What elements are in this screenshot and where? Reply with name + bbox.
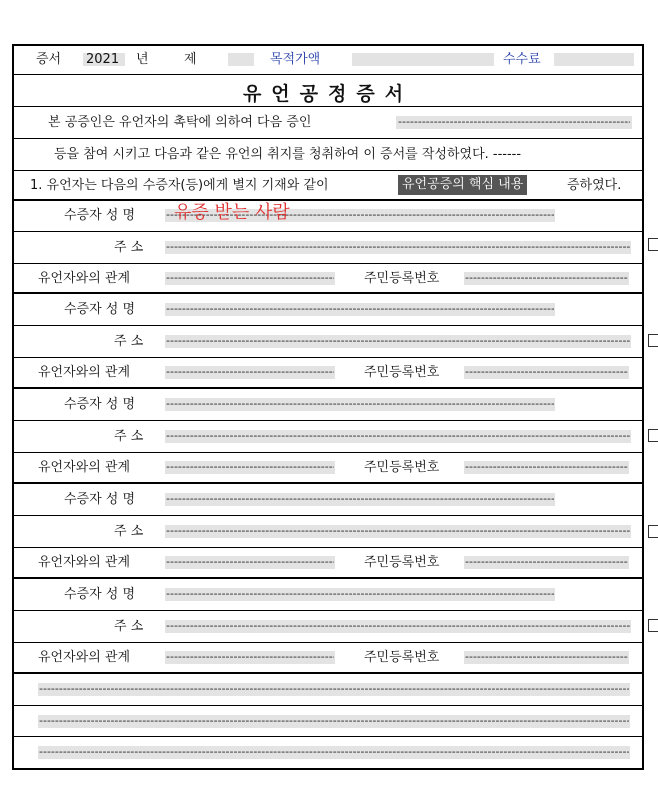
core-content-highlight[interactable]: 유언공증의 핵심 내용 [398, 175, 527, 195]
recipient-5-relation-row [14, 643, 642, 674]
relation-field[interactable] [166, 556, 334, 569]
relation-label: 유언자와의 관계 [38, 555, 131, 570]
free-line-1-field[interactable] [39, 683, 629, 696]
recipient-3-relation-row [14, 453, 642, 484]
resident-number-field[interactable] [465, 461, 628, 474]
relation-field[interactable] [166, 366, 334, 379]
number-field[interactable] [228, 53, 254, 66]
intro-line-1: 본 공증인은 유언자의 촉탁에 의하여 다음 증인 [48, 115, 312, 130]
recipient-3-address-row [14, 421, 642, 453]
recipient-name-label: 수증자 성 명 [64, 397, 136, 412]
recipient-placeholder: 유증 받는 사람 [174, 202, 290, 223]
recipient-name-field[interactable] [166, 398, 554, 411]
year-field[interactable]: 2021 [86, 52, 120, 67]
relation-field[interactable] [166, 272, 334, 285]
checkbox-1[interactable] [648, 238, 658, 251]
recipient-name-field[interactable] [166, 588, 554, 601]
relation-label: 유언자와의 관계 [38, 650, 131, 665]
label-je: 제 [184, 52, 197, 67]
header-row [14, 46, 642, 75]
label-jeungseo: 증서 [36, 52, 62, 67]
recipient-name-label: 수증자 성 명 [64, 587, 136, 602]
recipient-5-name-row [14, 579, 642, 611]
fee-field[interactable] [554, 53, 634, 66]
label-fee: 수수료 [503, 52, 541, 67]
checkbox-2[interactable] [648, 334, 658, 347]
free-line-2-field[interactable] [39, 715, 629, 728]
recipient-name-field[interactable] [166, 493, 554, 506]
resident-number-field[interactable] [465, 366, 628, 379]
title-row [14, 75, 642, 107]
recipient-4-address-row [14, 516, 642, 548]
recipient-5-address-row [14, 611, 642, 643]
checkbox-3[interactable] [648, 429, 658, 442]
witness-field[interactable] [398, 116, 630, 129]
recipient-name-label: 수증자 성 명 [64, 208, 136, 223]
intro-line-2-row [14, 139, 642, 171]
relation-label: 유언자와의 관계 [38, 365, 131, 380]
free-line-3-field[interactable] [39, 746, 629, 759]
resident-number-label: 주민등록번호 [364, 365, 440, 380]
recipient-2-relation-row [14, 358, 642, 389]
document-title: 유언공정증서 [242, 83, 414, 105]
notarial-will-document [12, 44, 644, 770]
intro-line-3-start: 1. 유언자는 다음의 수증자(등)에게 별지 기재와 같이 [30, 178, 329, 193]
free-line-1-row [14, 674, 642, 706]
resident-number-field[interactable] [465, 651, 628, 664]
free-line-3-row [14, 737, 642, 768]
resident-number-label: 주민등록번호 [364, 271, 440, 286]
address-field[interactable] [166, 620, 630, 633]
recipient-2-address-row [14, 326, 642, 358]
checkbox-4[interactable] [648, 525, 658, 538]
address-field[interactable] [166, 241, 630, 254]
recipient-name-label: 수증자 성 명 [64, 302, 136, 317]
recipient-1-address-row [14, 232, 642, 264]
recipient-3-name-row [14, 389, 642, 421]
resident-number-label: 주민등록번호 [364, 460, 440, 475]
recipient-2-name-row [14, 294, 642, 326]
resident-number-label: 주민등록번호 [364, 555, 440, 570]
resident-number-field[interactable] [465, 272, 628, 285]
recipient-4-name-row [14, 484, 642, 516]
relation-label: 유언자와의 관계 [38, 460, 131, 475]
address-label: 주 소 [114, 619, 144, 634]
resident-number-field[interactable] [465, 556, 628, 569]
address-field[interactable] [166, 430, 630, 443]
recipient-1-name-row [14, 201, 642, 232]
relation-field[interactable] [166, 461, 334, 474]
recipient-4-relation-row [14, 548, 642, 579]
recipient-name-field[interactable] [166, 303, 554, 316]
recipient-name-label: 수증자 성 명 [64, 492, 136, 507]
checkbox-5[interactable] [648, 619, 658, 632]
intro-line-2: 등을 참여 시키고 다음과 같은 유언의 취지를 청취하여 이 증서를 작성하였다. ------ [54, 147, 522, 162]
intro-line-3-end: 증하였다. [567, 178, 622, 193]
address-label: 주 소 [114, 240, 144, 255]
label-amount: 목적가액 [270, 52, 321, 67]
address-label: 주 소 [114, 334, 144, 349]
recipient-1-relation-row [14, 264, 642, 294]
address-label: 주 소 [114, 429, 144, 444]
relation-field[interactable] [166, 651, 334, 664]
intro-line-1-row [14, 107, 642, 139]
free-line-2-row [14, 706, 642, 737]
relation-label: 유언자와의 관계 [38, 271, 131, 286]
label-year: 년 [136, 52, 149, 67]
address-field[interactable] [166, 525, 630, 538]
intro-line-3-row [14, 171, 642, 201]
amount-field[interactable] [352, 53, 494, 66]
address-field[interactable] [166, 335, 630, 348]
address-label: 주 소 [114, 524, 144, 539]
resident-number-label: 주민등록번호 [364, 650, 440, 665]
